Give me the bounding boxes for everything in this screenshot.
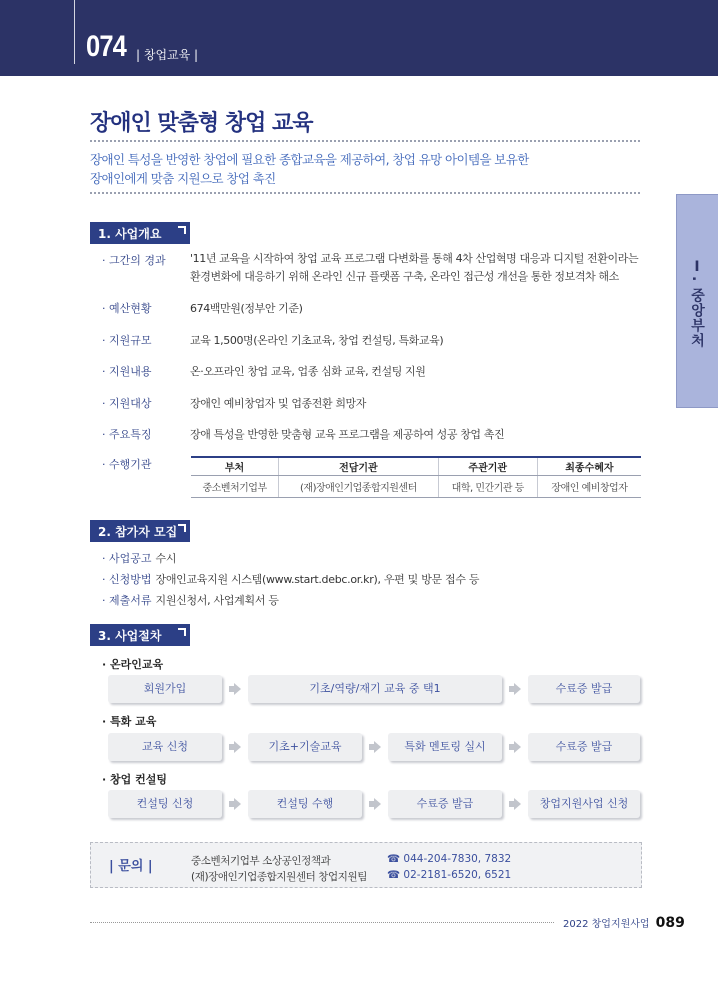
page-title: 장애인 맞춤형 창업 교육 xyxy=(90,111,313,136)
side-tab[interactable] xyxy=(676,194,718,408)
table-cell: 장애인 예비창업자 xyxy=(537,475,641,497)
side-tab-label: Ⅰ. 중앙부처 xyxy=(689,259,705,349)
section-name: | 창업교육 | xyxy=(136,48,199,62)
info-row-documents xyxy=(102,592,279,608)
flow-step: 창업지원사업 신청 xyxy=(528,790,640,818)
page-header xyxy=(0,0,718,76)
arrow-right-icon xyxy=(369,741,381,753)
table-header: 부처 xyxy=(191,457,279,475)
flow-label-online: · 온라인교육 xyxy=(102,658,164,671)
table-row xyxy=(191,475,641,497)
subtitle-line: 장애인에게 맞춤 지원으로 창업 촉진 xyxy=(90,171,276,186)
row-label: · 사업공고 xyxy=(102,552,152,565)
flow-step: 수료증 발급 xyxy=(388,790,502,818)
flow-label-consulting: · 창업 컨설팅 xyxy=(102,773,167,786)
row-label: · 신청방법 xyxy=(102,573,152,586)
contact-org: (재)장애인기업종합지원센터 창업지원팀 xyxy=(191,871,367,883)
footer-divider xyxy=(90,922,554,923)
table-header: 전담기관 xyxy=(279,457,439,475)
contact-phone: ☎ 02-2181-6520, 6521 xyxy=(387,869,512,881)
flow-step: 컨설팅 수행 xyxy=(248,790,362,818)
page-footer xyxy=(563,915,685,931)
row-value: 장애 특성을 반영한 맞춤형 교육 프로그램을 제공하여 성공 창업 촉진 xyxy=(190,428,505,441)
table-header: 최종수혜자 xyxy=(537,457,641,475)
page-subtitle xyxy=(90,150,650,188)
row-label: · 지원규모 xyxy=(102,334,152,347)
flow-step: 수료증 발급 xyxy=(528,733,640,761)
contact-box xyxy=(90,842,642,888)
table-cell: 중소벤처기업부 xyxy=(191,475,279,497)
contact-phone: ☎ 044-204-7830, 7832 xyxy=(387,853,512,865)
row-label: · 지원내용 xyxy=(102,365,152,378)
arrow-right-icon xyxy=(509,741,521,753)
row-value: 장애인교육지원 시스템(www.start.debc.or.kr), 우편 및 방문 접수 등 xyxy=(155,573,480,586)
table-header-row xyxy=(191,457,641,475)
row-value: 장애인 예비창업자 및 업종전환 희망자 xyxy=(190,397,367,410)
row-label: · 그간의 경과 xyxy=(102,254,166,267)
row-label: · 수행기관 xyxy=(102,458,152,471)
flow-step: 기초+기술교육 xyxy=(248,733,362,761)
flow-step: 컨설팅 신청 xyxy=(108,790,222,818)
arrow-right-icon xyxy=(509,798,521,810)
table-cell: (재)장애인기업종합지원센터 xyxy=(279,475,439,497)
row-label: · 주요특징 xyxy=(102,428,152,441)
flow-step: 교육 신청 xyxy=(108,733,222,761)
flow-step: 특화 멘토링 실시 xyxy=(388,733,502,761)
footer-page-number: 089 xyxy=(655,915,685,931)
row-value: 교육 1,500명(온라인 기초교육, 창업 컨설팅, 특화교육) xyxy=(190,334,444,347)
row-label: · 예산현황 xyxy=(102,302,152,315)
page-number: 074 xyxy=(86,30,127,63)
flow-step: 수료증 발급 xyxy=(528,675,640,703)
arrow-right-icon xyxy=(509,683,521,695)
flow-step: 회원가입 xyxy=(108,675,222,703)
contact-org: 중소벤처기업부 소상공인정책과 xyxy=(191,855,331,867)
flow-label-special: · 특화 교육 xyxy=(102,715,157,728)
flow-step: 기초/역량/재기 교육 중 택1 xyxy=(248,675,502,703)
row-value: 674백만원(정부안 기준) xyxy=(190,302,303,315)
row-value: 수시 xyxy=(155,552,177,565)
info-row-application xyxy=(102,571,479,587)
arrow-right-icon xyxy=(369,798,381,810)
title-divider xyxy=(90,140,640,142)
subtitle-line: 장애인 특성을 반영한 창업에 필요한 종합교육을 제공하여, 창업 유망 아이템을 보유한 xyxy=(90,152,529,167)
arrow-right-icon xyxy=(229,741,241,753)
agency-table xyxy=(191,456,641,498)
section-heading-overview: 1. 사업개요 xyxy=(90,222,190,244)
subtitle-divider xyxy=(90,192,640,194)
section-heading-recruitment: 2. 참가자 모집 xyxy=(90,520,190,542)
row-value: '11년 교육을 시작하여 창업 교육 프로그램 다변화를 통해 4차 산업혁명 대응과 디지털 전환이라는 환경변화에 대응하기 위해 온라인 신규 플랫폼 구축, 온라인 접근성 개선을 통한 정보격차 해소 xyxy=(190,252,639,283)
table-cell: 대학, 민간기관 등 xyxy=(438,475,537,497)
footer-text: 2022 창업지원사업 xyxy=(563,919,650,930)
row-value: 온·오프라인 창업 교육, 업종 심화 교육, 컨설팅 지원 xyxy=(190,365,426,378)
contact-label: | 문의 | xyxy=(109,859,153,874)
row-label: · 지원대상 xyxy=(102,397,152,410)
row-value: 지원신청서, 사업계획서 등 xyxy=(155,594,279,607)
arrow-right-icon xyxy=(229,683,241,695)
info-row-announcement xyxy=(102,550,176,566)
row-label: · 제출서류 xyxy=(102,594,152,607)
table-header: 주관기관 xyxy=(438,457,537,475)
header-divider xyxy=(74,0,75,64)
section-heading-procedure: 3. 사업절차 xyxy=(90,624,190,646)
arrow-right-icon xyxy=(229,798,241,810)
